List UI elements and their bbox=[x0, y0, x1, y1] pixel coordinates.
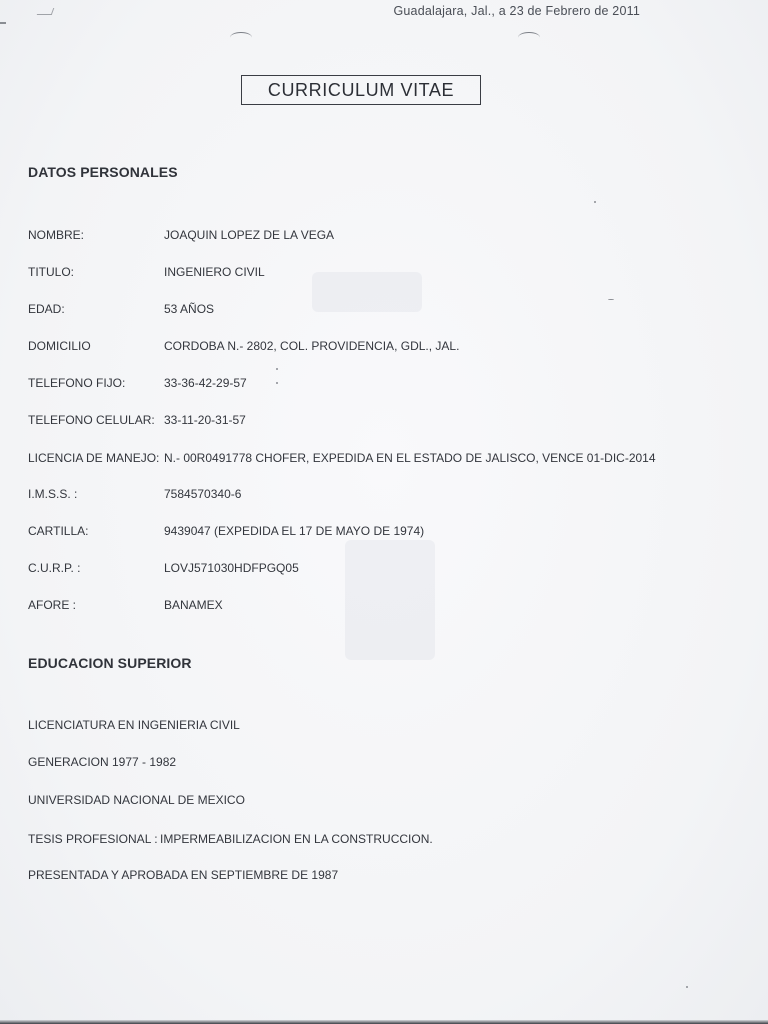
field-label: CARTILLA: bbox=[28, 524, 89, 538]
thesis-label: TESIS PROFESIONAL : bbox=[28, 832, 158, 846]
punch-hole-mark bbox=[230, 32, 252, 43]
field-row-edad bbox=[28, 302, 748, 318]
field-row-afore bbox=[28, 598, 748, 614]
field-row-nombre bbox=[28, 228, 748, 244]
section-heading-educacion-superior: EDUCACION SUPERIOR bbox=[28, 655, 192, 671]
field-label: LICENCIA DE MANEJO: bbox=[28, 451, 160, 465]
thesis-presented: PRESENTADA Y APROBADA EN SEPTIEMBRE DE 1987 bbox=[28, 868, 339, 882]
scan-bottom-edge bbox=[0, 1020, 768, 1024]
field-label: DOMICILIO bbox=[28, 339, 91, 353]
field-value: 7584570340-6 bbox=[164, 487, 242, 501]
field-value: CORDOBA N.- 2802, COL. PROVIDENCIA, GDL., JAL. bbox=[164, 339, 460, 353]
field-row-telefono-celular bbox=[28, 413, 748, 429]
scan-mark bbox=[0, 22, 6, 24]
field-value: 53 AÑOS bbox=[164, 302, 215, 316]
field-value: BANAMEX bbox=[164, 598, 223, 612]
field-label: TITULO: bbox=[28, 265, 75, 279]
scan-speck bbox=[276, 368, 278, 370]
field-row-curp bbox=[28, 561, 748, 577]
document-date: Guadalajara, Jal., a 23 de Febrero de 2011 bbox=[393, 4, 640, 18]
field-value: INGENIERO CIVIL bbox=[164, 265, 265, 279]
field-label: AFORE : bbox=[28, 598, 77, 612]
field-label: I.M.S.S. : bbox=[28, 487, 78, 501]
education-university: UNIVERSIDAD NACIONAL DE MEXICO bbox=[28, 793, 245, 807]
field-value: N.- 00R0491778 CHOFER, EXPEDIDA EN EL ESTADO DE JALISCO, VENCE 01-DIC-2014 bbox=[164, 451, 656, 465]
field-label: TELEFONO FIJO: bbox=[28, 376, 126, 390]
field-label: TELEFONO CELULAR: bbox=[28, 413, 155, 427]
field-row-domicilio bbox=[28, 339, 748, 355]
scan-speck bbox=[686, 986, 688, 988]
field-value: 9439047 (EXPEDIDA EL 17 DE MAYO DE 1974) bbox=[164, 524, 425, 538]
field-label: NOMBRE: bbox=[28, 228, 85, 242]
field-label: C.U.R.P. : bbox=[28, 561, 81, 575]
field-value: LOVJ571030HDFPGQ05 bbox=[164, 561, 299, 575]
scan-mark bbox=[37, 8, 55, 15]
field-row-telefono-fijo bbox=[28, 376, 748, 392]
field-row-titulo bbox=[28, 265, 748, 281]
field-value: 33-36-42-29-57 bbox=[164, 376, 247, 390]
thesis-title: IMPERMEABILIZACION EN LA CONSTRUCCION. bbox=[160, 832, 433, 846]
scan-speck bbox=[608, 299, 614, 300]
field-value: 33-11-20-31-57 bbox=[164, 413, 246, 427]
punch-hole-mark bbox=[518, 32, 540, 43]
field-row-licencia-de-manejo bbox=[28, 451, 748, 467]
education-degree: LICENCIATURA EN INGENIERIA CIVIL bbox=[28, 718, 240, 732]
section-heading-datos-personales: DATOS PERSONALES bbox=[28, 164, 178, 180]
field-row-cartilla bbox=[28, 524, 748, 540]
field-label: EDAD: bbox=[28, 302, 65, 316]
field-row-imss bbox=[28, 487, 748, 503]
document-title: CURRICULUM VITAE bbox=[241, 75, 481, 105]
scan-speck bbox=[594, 201, 596, 203]
field-value: JOAQUIN LOPEZ DE LA VEGA bbox=[164, 228, 335, 242]
education-generation: GENERACION 1977 - 1982 bbox=[28, 755, 177, 769]
